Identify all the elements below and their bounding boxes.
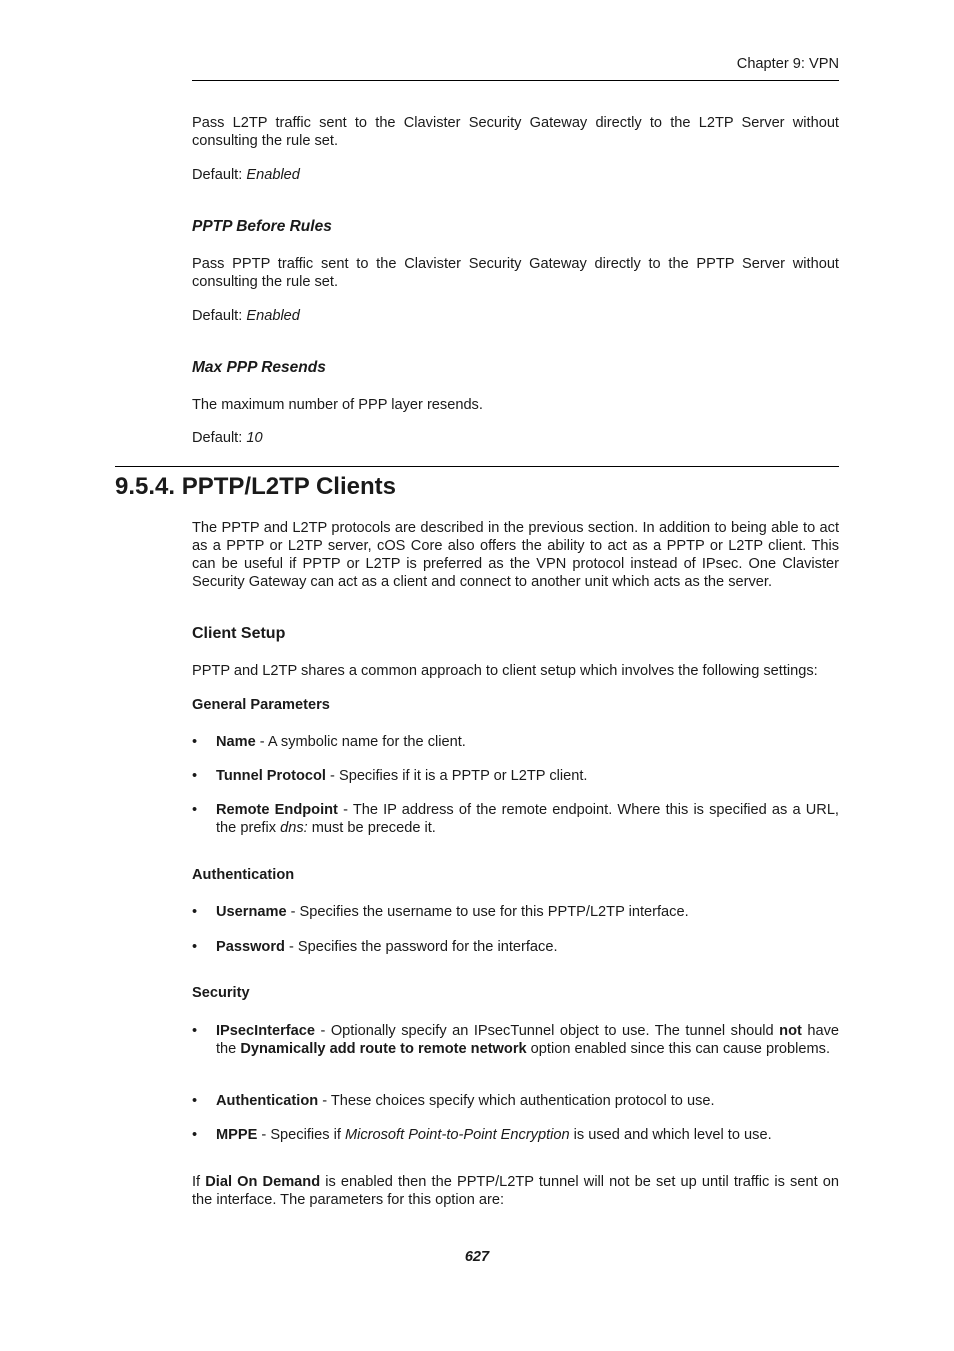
client-setup-intro: PPTP and L2TP shares a common approach to client setup which involves the following settings: <box>192 663 818 679</box>
l2tp-default <box>192 166 839 184</box>
client-setup-heading: Client Setup <box>192 625 286 642</box>
list-item: • Username - Specifies the username to use for this PPTP/L2TP interface. <box>192 904 689 920</box>
max-ppp-resends-heading: Max PPP Resends <box>192 359 326 376</box>
list-item: • MPPE - Specifies if Microsoft Point-to-Point Encryption is used and which level to use. <box>192 1127 772 1143</box>
pptp-before-rules-heading: PPTP Before Rules <box>192 218 332 235</box>
security-heading: Security <box>192 985 250 1001</box>
list-item: • Password - Specifies the password for the interface. <box>192 939 558 955</box>
section-intro: The PPTP and L2TP protocols are described in the previous section. In addition to being able to act as a PPTP or L2TP server, cOS Core also offers the ability to act as a PPTP or L2TP client. This can be useful if PPTP or L2TP is preferred as the VPN protocol instead of IPsec. One Clavister Security Gateway can act as a client and connect to another unit which acts as the server. <box>192 520 839 590</box>
dial-on-demand-paragraph: If Dial On Demand is enabled then the PPTP/L2TP tunnel will not be set up until traffic is sent on the interface. The parameters for this option are: <box>192 1174 839 1208</box>
list-item: • Tunnel Protocol - Specifies if it is a PPTP or L2TP client. <box>192 768 588 784</box>
default-value: 10 <box>246 430 263 446</box>
general-parameters-heading: General Parameters <box>192 697 330 713</box>
list-item: • Authentication - These choices specify which authentication protocol to use. <box>192 1093 715 1109</box>
max-ppp-default <box>192 429 839 447</box>
default-label: Default: <box>192 308 247 324</box>
authentication-heading: Authentication <box>192 867 295 883</box>
list-item: • IPsecInterface - Optionally specify an IPsecTunnel object to use. The tunnel should not have the Dynamically add route to remote network option enabled since this can cause problems. <box>192 1023 839 1057</box>
list-item: • Name - A symbolic name for the client. <box>192 734 466 750</box>
default-value: Enabled <box>246 167 300 183</box>
section-title: 9.5.4. PPTP/L2TP Clients <box>115 473 396 500</box>
default-value: Enabled <box>246 308 300 324</box>
section-divider <box>115 466 839 467</box>
default-label: Default: <box>192 167 247 183</box>
l2tp-description: Pass L2TP traffic sent to the Clavister Security Gateway directly to the L2TP Server without consulting the rule set. <box>192 115 839 149</box>
max-ppp-description: The maximum number of PPP layer resends. <box>192 397 483 413</box>
header-divider <box>192 80 839 81</box>
list-item: • Remote Endpoint - The IP address of the remote endpoint. Where this is specified as a URL, the prefix dns: must be precede it. <box>192 802 839 836</box>
page-number: 627 <box>464 1249 490 1265</box>
default-label: Default: <box>192 430 247 446</box>
pptp-description: Pass PPTP traffic sent to the Clavister Security Gateway directly to the PPTP Server without consulting the rule set. <box>192 256 839 290</box>
running-header: Chapter 9: VPN <box>736 56 839 72</box>
pptp-default <box>192 307 839 325</box>
